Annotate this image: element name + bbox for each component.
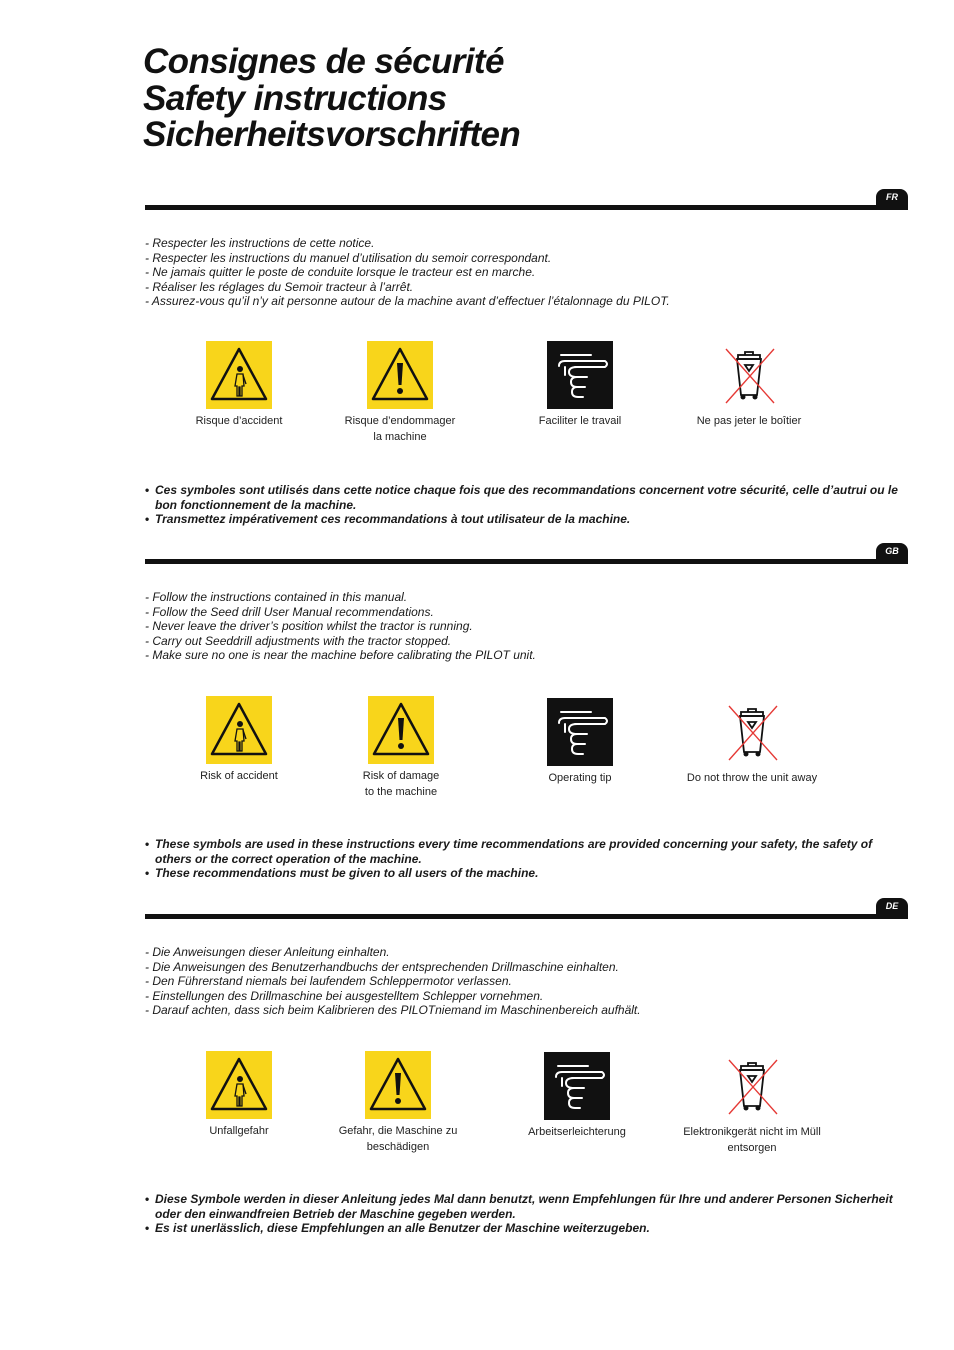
symbol-caption: Faciliter le travail	[538, 415, 622, 427]
instruction-item: - Respecter les instructions de cette notice.	[145, 236, 375, 250]
symbol-caption: to the machine	[364, 785, 438, 798]
notes-list	[145, 1192, 905, 1236]
damage-warning-icon	[367, 341, 433, 409]
note-item: • Ces symboles sont utilisés dans cette notice chaque fois que des recommandations concernent votre sécurité, celle d’autrui ou le bon fonctionnement de la machine.	[145, 483, 905, 512]
instruction-item: - Einstellungen des Drillmaschine bei ausgestelltem Schlepper vornehmen.	[145, 988, 544, 1003]
symbol-caption: beschädigen	[366, 1140, 430, 1153]
page-title	[143, 44, 520, 154]
note-item: • Diese Symbole werden in dieser Anleitung jedes Mal dann benutzt, wenn Empfehlungen für Ihre und anderer Personen Sicherheit oder den einwandfreien Betrieb der Maschine gegeben werden.	[145, 1192, 905, 1221]
instruction-item: - Die Anweisungen dieser Anleitung einhalten.	[145, 945, 390, 959]
instruction-item: - Never leave the driver’s position whilst the tractor is running.	[145, 619, 473, 633]
section-divider	[145, 559, 908, 564]
pointing-hand-icon	[544, 1052, 610, 1120]
symbol-damage	[331, 696, 471, 800]
instruction-item: - Réaliser les réglages du Semoir tracteur à l’arrêt.	[145, 279, 414, 294]
symbol-caption: Elektronikgerät nicht im Müll	[683, 1126, 821, 1138]
symbol-caption: Arbeitserleichterung	[528, 1126, 626, 1138]
note-item: • Es ist unerlässlich, diese Empfehlungen an alle Benutzer der Maschine weiterzugeben.	[145, 1221, 905, 1236]
symbol-caption: Risk of accident	[200, 770, 278, 782]
crossed-bin-icon	[716, 341, 782, 409]
crossed-bin-icon	[719, 698, 785, 766]
instruction-item: - Follow the Seed drill User Manual recommendations.	[145, 604, 434, 619]
crossed-bin-icon	[719, 1052, 785, 1120]
instruction-item: - Ne jamais quitter le poste de conduite lorsque le tracteur est en marche.	[145, 265, 536, 279]
instruction-item: - Respecter les instructions du manuel d’utilisation du semoir correspondant.	[145, 250, 552, 265]
instructions-list	[145, 945, 641, 1018]
symbol-caption: la machine	[373, 430, 427, 443]
instruction-item: - Den Führerstand niemals bei laufendem Schleppermotor verlassen.	[145, 974, 512, 988]
symbol-tip	[510, 341, 650, 430]
symbol-accident	[169, 341, 309, 430]
symbol-bin	[682, 698, 822, 787]
damage-warning-icon	[365, 1051, 431, 1119]
symbol-caption: Risque d’endommager	[344, 415, 456, 427]
section-divider	[145, 914, 908, 919]
symbol-damage	[330, 341, 470, 445]
symbol-caption: Gefahr, die Maschine zu	[338, 1125, 458, 1137]
symbol-caption: Ne pas jeter le boîtier	[696, 415, 802, 427]
symbol-bin	[679, 341, 819, 430]
section-divider	[145, 205, 908, 210]
accident-warning-icon	[206, 696, 272, 764]
instruction-item: - Darauf achten, dass sich beim Kalibrieren des PILOTniemand im Maschinenbereich aufhält.	[145, 1003, 641, 1017]
title-line-gb: Safety instructions	[143, 78, 447, 118]
symbol-bin	[682, 1052, 822, 1156]
instruction-item: - Die Anweisungen des Benutzerhandbuchs der entsprechenden Drillmaschine einhalten.	[145, 959, 619, 974]
note-item: • These symbols are used in these instructions every time recommendations are provided concerning your safety, the safety of others or the correct operation of the machine.	[145, 837, 905, 866]
language-tag: GB	[876, 543, 908, 559]
symbol-tip	[507, 1052, 647, 1141]
instruction-item: - Follow the instructions contained in this manual.	[145, 590, 408, 604]
symbol-caption: Unfallgefahr	[209, 1125, 269, 1137]
section-de	[0, 898, 954, 1238]
title-line-de: Sicherheitsvorschriften	[143, 115, 521, 154]
language-tag: DE	[876, 898, 908, 914]
symbol-damage	[328, 1051, 468, 1155]
symbol-caption: Risque d’accident	[195, 415, 283, 427]
pointing-hand-icon	[547, 341, 613, 409]
accident-warning-icon	[206, 341, 272, 409]
instruction-item: - Carry out Seeddrill adjustments with the tractor stopped.	[145, 633, 452, 648]
language-tag: FR	[876, 189, 908, 205]
accident-warning-icon	[206, 1051, 272, 1119]
title-line-fr: Consignes de sécurité	[143, 42, 504, 81]
note-item: • These recommendations must be given to all users of the machine.	[145, 866, 905, 881]
notes-list	[145, 837, 905, 881]
instruction-item: - Make sure no one is near the machine before calibrating the PILOT unit.	[145, 648, 536, 662]
pointing-hand-icon	[547, 698, 613, 766]
symbol-caption: entsorgen	[727, 1141, 777, 1154]
notes-list	[145, 483, 905, 527]
note-item: • Transmettez impérativement ces recommandations à tout utilisateur de la machine.	[145, 512, 905, 527]
symbol-accident	[169, 1051, 309, 1140]
symbol-accident	[169, 696, 309, 785]
damage-warning-icon	[368, 696, 434, 764]
instructions-list	[145, 590, 536, 663]
symbol-tip	[510, 698, 650, 787]
instructions-list	[145, 236, 670, 309]
symbol-caption: Operating tip	[548, 772, 612, 784]
symbol-caption: Risk of damage	[362, 770, 440, 782]
instruction-item: - Assurez-vous qu’il n’y ait personne autour de la machine avant d’effectuer l’étalonnage du PILOT.	[145, 294, 670, 308]
section-gb	[0, 543, 954, 883]
section-fr	[0, 189, 954, 529]
symbol-caption: Do not throw the unit away	[686, 772, 818, 784]
